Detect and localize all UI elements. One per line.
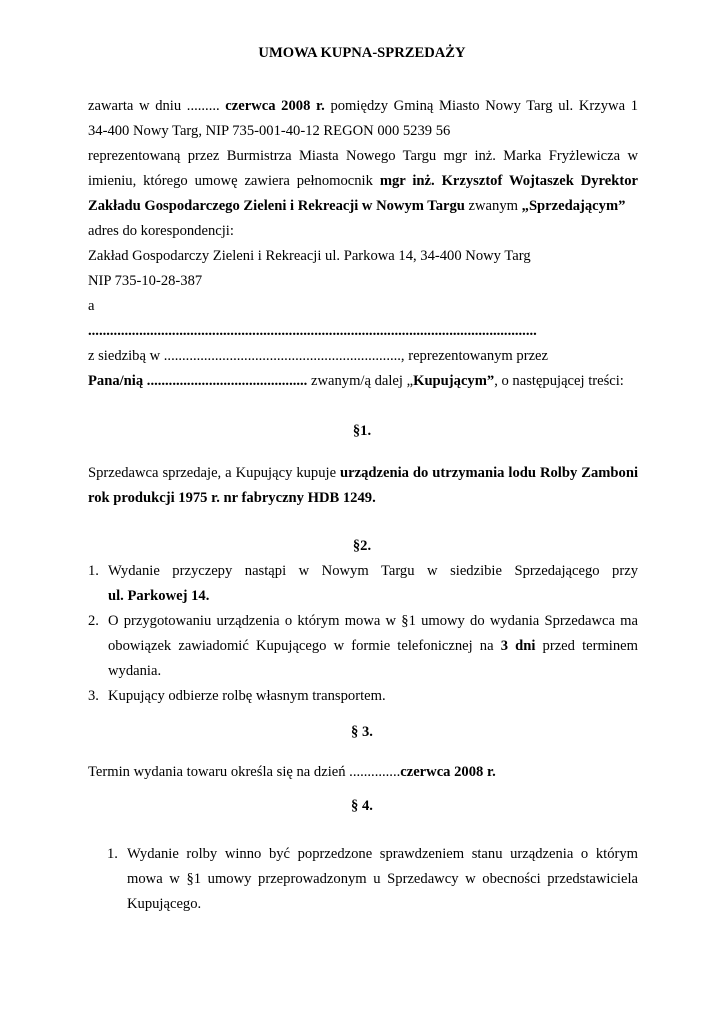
section-1-heading: §1. [352,423,372,439]
section-4-heading: § 4. [351,798,373,814]
intro-line-9: a [88,298,95,314]
intro-line-8: NIP 735-10-28-387 [88,273,203,289]
section-2-item-2-number: 2. [88,613,99,629]
intro-line-3: reprezentowaną przez Burmistrza Miasta Nowego Targu mgr inż. Marka Fryżlewicza w [88,148,638,164]
section-2-item-2-line-2: obowiązek zawiadomić Kupującego w formie telefonicznej na 3 dni przed terminem [108,638,638,654]
section-3-heading: § 3. [351,724,373,740]
section-2-item-2-line-3: wydania. [108,663,162,679]
section-2-item-2-line-1: O przygotowaniu urządzenia o którym mowa w §1 umowy do wydania Sprzedawca ma [108,613,638,629]
intro-line-11: z siedzibą w ................................................................., reprezentowanym przez [88,348,548,364]
intro-line-7: Zakład Gospodarczy Zieleni i Rekreacji ul. Parkowa 14, 34-400 Nowy Targ [88,248,531,264]
intro-line-2: 34-400 Nowy Targ, NIP 735-001-40-12 REGON 000 5239 56 [88,123,451,139]
section-4-item-1-line-3: Kupującego. [127,896,202,912]
section-4-item-1-line-1: Wydanie rolby winno być poprzedzone sprawdzeniem stanu urządzenia o którym [127,846,638,862]
section-2-item-3-line-1: Kupujący odbierze rolbę własnym transportem. [108,688,386,704]
intro-line-10: ........................................................................................................................... [88,323,537,339]
section-4-item-1-number: 1. [107,846,118,862]
section-3-line-1: Termin wydania towaru określa się na dzień ..............czerwca 2008 r. [88,764,496,780]
section-2-item-1-number: 1. [88,563,99,579]
intro-line-6: adres do korespondencji: [88,223,234,239]
section-1-line-1: Sprzedawca sprzedaje, a Kupujący kupuje urządzenia do utrzymania lodu Rolby Zamboni [88,465,639,481]
intro-line-1: zawarta w dniu ......... czerwca 2008 r. pomiędzy Gminą Miasto Nowy Targ ul. Krzywa 1 [88,98,639,114]
intro-line-12: Pana/nią ............................................ zwanym/ą dalej „Kupującym”, o następującej treści: [88,373,624,389]
section-4-item-1-line-2: mowa w §1 umowy przeprowadzonym u Sprzedawcy w obecności przedstawiciela [127,871,638,887]
section-1-line-2: rok produkcji 1975 r. nr fabryczny HDB 1249. [88,490,376,506]
section-2-item-1-line-1: Wydanie przyczepy nastąpi w Nowym Targu w siedzibie Sprzedającego przy [108,563,638,579]
section-2-heading: §2. [352,538,372,554]
document-title: UMOWA KUPNA-SPRZEDAŻY [258,45,466,61]
intro-line-4: imieniu, którego umowę zawiera pełnomocnik mgr inż. Krzysztof Wojtaszek Dyrektor [88,173,638,189]
intro-line-5: Zakładu Gospodarczego Zieleni i Rekreacji w Nowym Targu zwanym „Sprzedającym” [88,198,626,214]
section-2-item-1-line-2: ul. Parkowej 14. [108,588,210,604]
section-2-item-3-number: 3. [88,688,99,704]
